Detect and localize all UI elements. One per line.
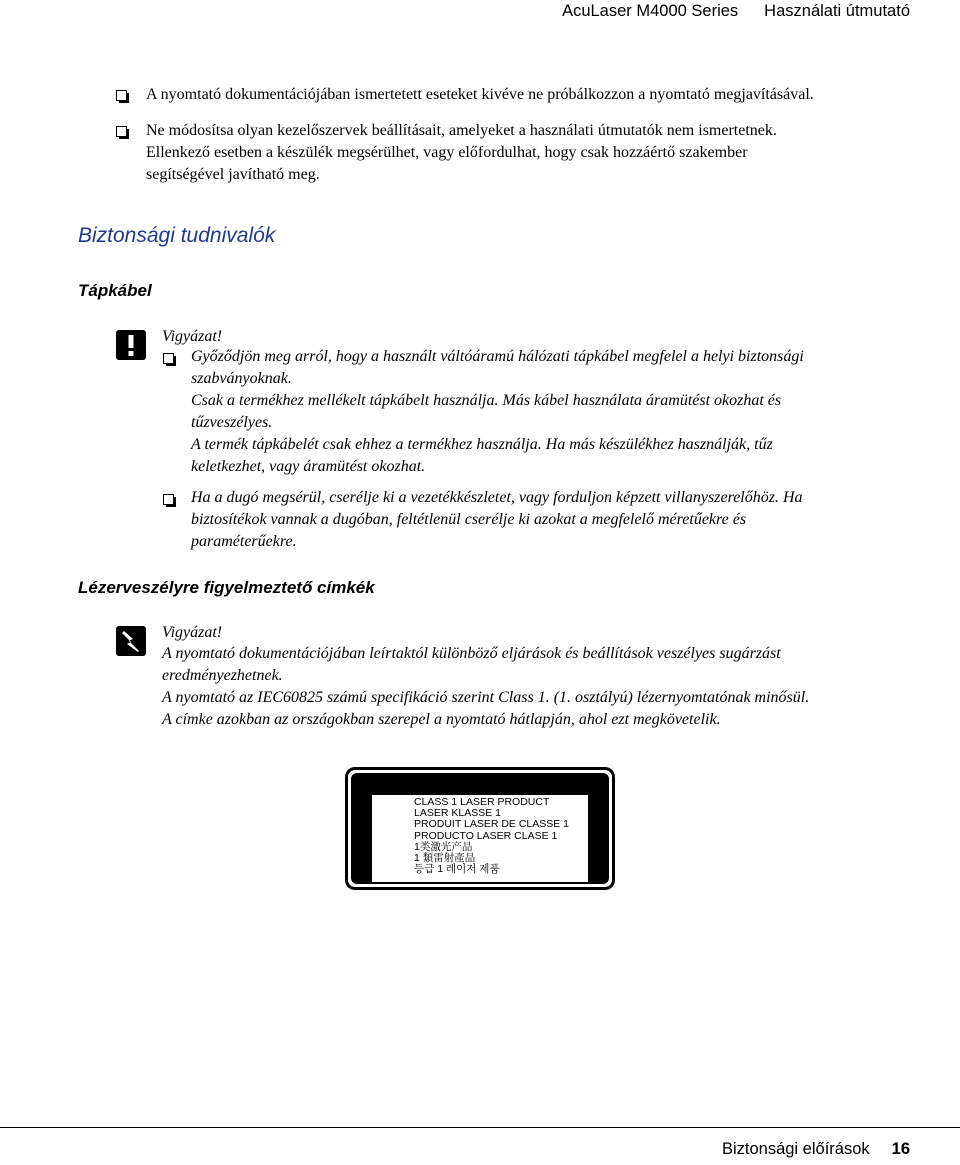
page-footer <box>722 1140 910 1159</box>
intro-bullet-2: Ne módosítsa olyan kezelőszervek beállításait, amelyeket a használati útmutatók nem ismertetnek. Ellenkező esetben a készülék megsérülhet, vagy előfordulhat, hogy csak hozzáértő szakember segítségével javítható meg. <box>146 122 777 183</box>
footer-divider <box>0 1127 960 1128</box>
header-product: AcuLaser M4000 Series <box>562 1 739 20</box>
section-title: Biztonsági tudnivalók <box>78 224 276 247</box>
power-warning-bullet-2: Ha a dugó megsérül, cserélje ki a vezetékkészletet, vagy forduljon képzett villanyszerelőhöz. Ha biztosítékok vannak a dugóban, feltétlenül cserélje ki azokat a megfelelő méretűekre és paraméterűekre. <box>191 489 803 550</box>
laser-label: CLASS 1 LASER PRODUCT LASER KLASSE 1 PRODUIT LASER DE CLASSE 1 PRODUCTO LASER CLASE 1 1类激光产品 1 類雷射產品 등급 1 레이저 제품 <box>372 795 588 882</box>
intro-bullet-1: A nyomtató dokumentációjában ismertetett eseteket kivéve ne próbálkozzon a nyomtató megjavításával. <box>146 86 814 103</box>
laser-warning-text: A nyomtató dokumentációjában leírtaktól különböző eljárások és beállítások veszélyes sugárzást eredményezhetnek. A nyomtató az IEC60825 számú specifikáció szerint Class 1. (1. osztályú) lézernyomtatónak minősül. A címke azokban az országokban szerepel a nyomtató hátlapján, ahol ezt megkövetelik. <box>162 645 810 728</box>
power-cable-heading: Tápkábel <box>78 281 152 300</box>
caution-icon <box>116 330 146 360</box>
laser-heading: Lézerveszélyre figyelmeztető címkék <box>78 578 375 597</box>
bullet-box-icon <box>163 494 174 505</box>
bullet-box-icon <box>116 126 127 137</box>
power-warning-bullet-1: Győződjön meg arról, hogy a használt váltóáramú hálózati tápkábel megfelel a helyi biztonsági szabványoknak. Csak a termékhez mellékelt tápkábelt használja. Más kábel használata áramütést okozhat és tűzveszélyes. A termék tápkábelét csak ehhez a termékhez használja. Ha más készülékhez használják, tűz keletkezhet, vagy áramütést okozhat. <box>191 348 804 475</box>
footer-section: Biztonsági előírások <box>721 1140 870 1158</box>
page-number: 16 <box>891 1140 910 1158</box>
power-warning-title: Vigyázat! <box>162 328 223 345</box>
page-header <box>562 0 910 22</box>
laser-warning-title: Vigyázat! <box>162 624 223 641</box>
header-guide: Használati útmutató <box>764 1 910 20</box>
bullet-box-icon <box>116 90 127 101</box>
lightning-warning-icon <box>116 626 146 656</box>
bullet-box-icon <box>163 353 174 364</box>
